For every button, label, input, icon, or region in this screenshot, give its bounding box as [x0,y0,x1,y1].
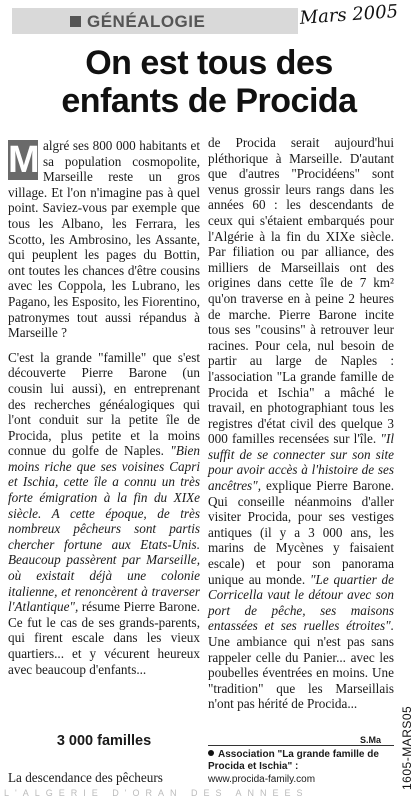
right-paragraph: de Procida serait aujourd'hui pléthorique à Marseille. D'autant que d'autres "Procidéens" sont venus grossir leurs rangs dans les années 60 : les descendants de ceux qui s'étaient embarqués pour l'Algérie à la fin du XIXe siècle. Par filiation ou par alliance, des milliers de Marseillais ont des origines dans cette île de 7 km² qu'on traverse en à peine 2 heures de marche. Pierre Barone incite tous ses "cousins" à retrouver leur racines. Pour cela, nul besoin de partir au large de Naples : l'association "La grande famille de Procida et Ischia" a mâché le travail, en photographiant tous les registres d'état civil des quelque 3 000 familles recensées sur l'île. "Il suffit de se connecter sur son site pour avoir accès à l'histoire de ses ancêtres", explique Pierre Barone. Qui conseille néanmoins d'aller visiter Procida, pour ses vestiges antiques (il y a 3 000 ans, les marins de Mycènes y faisaient escale) et pour son panorama unique au monde. "Le quartier de Corricella vaut le détour avec son port de pêche, ses maisons entassées et ses ruelles étroites". Une ambiance qui n'est pas sans rappeler celle du Panier... avec les poubelles éventrées en moins. Une "tradition" que les Marseillais n'ont pas hérité de Procida... [208,135,395,712]
bullet-icon [208,750,214,756]
right-column [208,135,394,721]
association-website-link[interactable]: www.procida-family.com [208,774,316,785]
left-paragraph-2: C'est la grande "famille" que s'est découverte Pierre Barone (un cousin lui aussi), en entreprenant des recherches généalogiques qui l'ont conduit sur la petite île de Procida, plus petite et la moins connue du golfe de Naples. "Bien moins riche que ses voisines Capri et Ischia, cette île a connu un très forte émigration à la fin du XIXe siècle. A cette époque, de très nombreux pêcheurs sont partis chercher fortune aux Etats-Unis. Beaucoup passèrent par Marseille, où existait déjà une colonie italienne, et renoncèrent à traverser l'Atlantique", résume Pierre Barone. Ce fut le cas de ses grands-parents, qui firent escale dans les vieux quartiers... et y vécurent heureux avec beaucoup d'enfants... [8,349,200,677]
section-label [64,12,294,32]
byline: S.Ma [360,735,382,745]
association-title: Association "La grande famille de Procida et Ischia" : [208,749,379,772]
section-label-text: GÉNÉALOGIE [87,12,206,31]
square-bullet-icon [70,16,81,27]
watermark: L'ALGERIE D'ORAN DES ANNEES [4,788,309,798]
subheading: 3 000 familles [56,733,152,749]
left-column [8,138,200,686]
drop-cap: M [8,139,40,181]
archive-side-tag: 1605-MARS05 [400,705,414,790]
handwritten-date: Mars 2005 [299,1,399,29]
left-column-tail: La descendance des pêcheurs [8,770,163,785]
left-paragraph-1: M algré ses 800 000 habitants et sa population cosmopolite, Marseille reste un gros village. Et l'on n'imagine pas à quel point. Saviez-vous par exemple que tous les Albano, les Ferrara, les Scotto, les Ambrosino, les Assante, qui peuplent les pages du Bottin, ont toutes les chances d'être cousins avec les Coppola, les Lubrano, les Pagano, les Esposito, les Fiorentino, patronymes tout aussi répandus à Marseille ? [8,138,200,341]
headline-line2: enfants de Procida [61,82,357,120]
headline [14,44,404,120]
association-box [208,745,394,791]
headline-line1: On est tous des [85,44,333,82]
